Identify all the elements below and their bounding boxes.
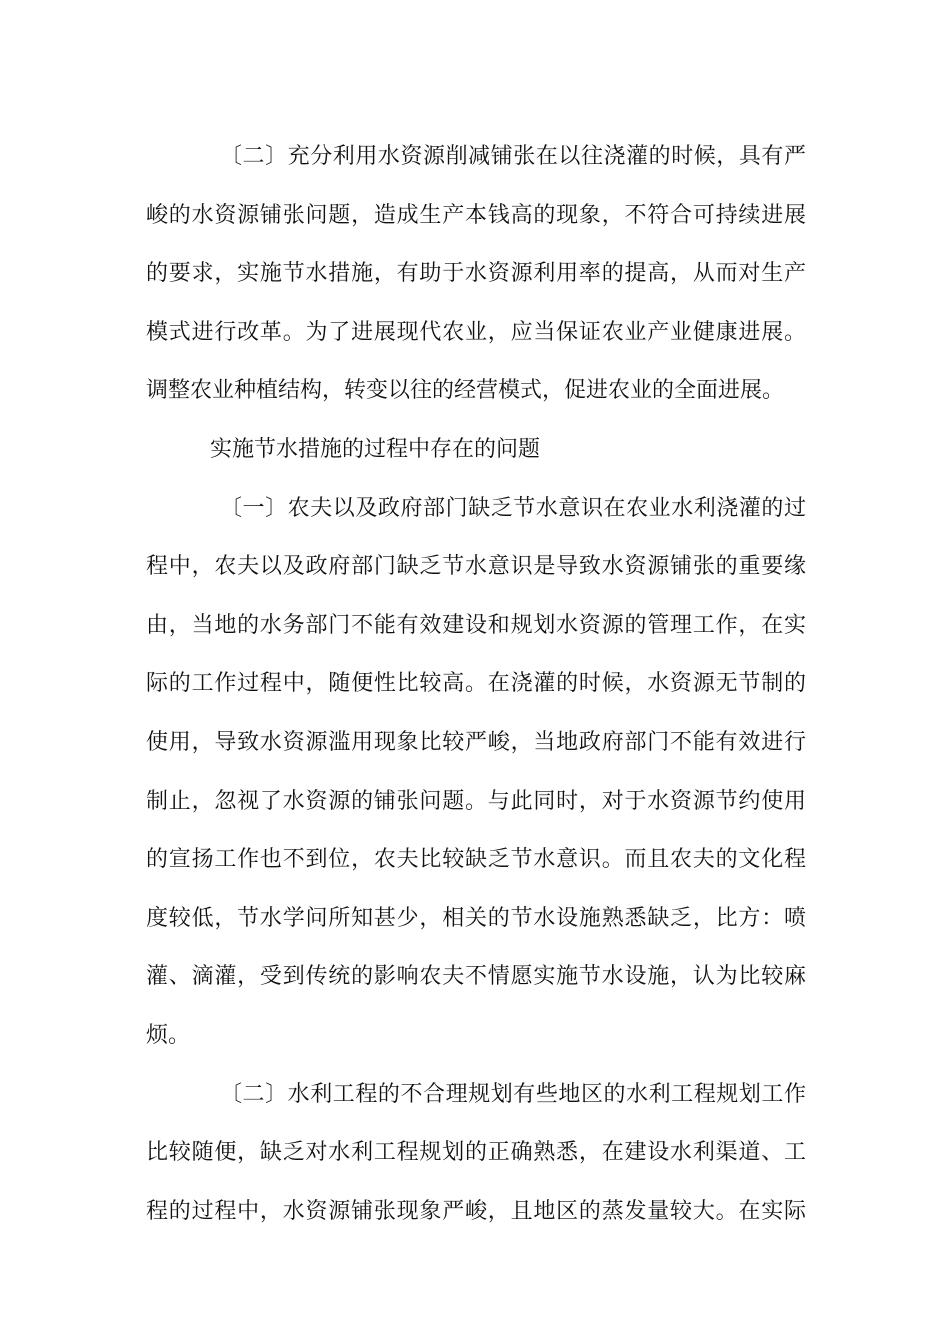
text-line: 的要求，实施节水措施，有助于水资源利用率的提高，从而对生产 — [146, 261, 806, 287]
text-line: 模式进行改革。为了进展现代农业，应当保证农业产业健康进展。 — [146, 319, 806, 345]
text-line: 程的过程中，水资源铺张现象严峻，且地区的蒸发量较大。在实际 — [146, 1198, 806, 1224]
text-line: 程中，农夫以及政府部门缺乏节水意识是导致水资源铺张的重要缘 — [146, 554, 806, 580]
text-line: 〔二〕充分利用水资源削减铺张在以往浇灌的时候，具有严 — [220, 144, 806, 169]
section-heading-text: 实施节水措施的过程中存在的问题 — [210, 436, 541, 462]
text-line: 灌、滴灌，受到传统的影响农夫不情愿实施节水设施，认为比较麻 — [146, 964, 806, 990]
text-line: 〔一〕农夫以及政府部门缺乏节水意识在农业水利浇灌的过 — [220, 495, 806, 521]
document-body — [146, 128, 806, 1241]
paragraph-unreasonable-planning — [146, 1066, 806, 1242]
paragraph-lack-of-awareness — [146, 480, 806, 1066]
text-line: 使用，导致水资源滥用现象比较严峻，当地政府部门不能有效进行 — [146, 729, 806, 755]
text-line: 峻的水资源铺张问题，造成生产本钱高的现象，不符合可持续进展 — [146, 202, 806, 228]
text-line: 由，当地的水务部门不能有效建设和规划水资源的管理工作，在实 — [146, 612, 806, 638]
text-line: 际的工作过程中，随便性比较高。在浇灌的时候，水资源无节制的 — [146, 671, 806, 697]
paragraph-water-saving-benefits — [146, 128, 806, 421]
text-line: 的宣扬工作也不到位，农夫比较缺乏节水意识。而且农夫的文化程 — [146, 847, 806, 873]
text-line: 调整农业种植结构，转变以往的经营模式，促进农业的全面进展。 — [146, 378, 785, 404]
text-line: 〔二〕水利工程的不合理规划有些地区的水利工程规划工作 — [220, 1081, 806, 1107]
text-line: 比较随便，缺乏对水利工程规划的正确熟悉，在建设水利渠道、工 — [146, 1140, 806, 1166]
section-heading — [146, 421, 806, 480]
text-line: 制止，忽视了水资源的铺张问题。与此同时，对于水资源节约使用 — [146, 788, 806, 814]
text-line: 烦。 — [146, 1022, 191, 1048]
text-line: 度较低，节水学问所知甚少，相关的节水设施熟悉缺乏，比方：喷 — [146, 905, 806, 931]
